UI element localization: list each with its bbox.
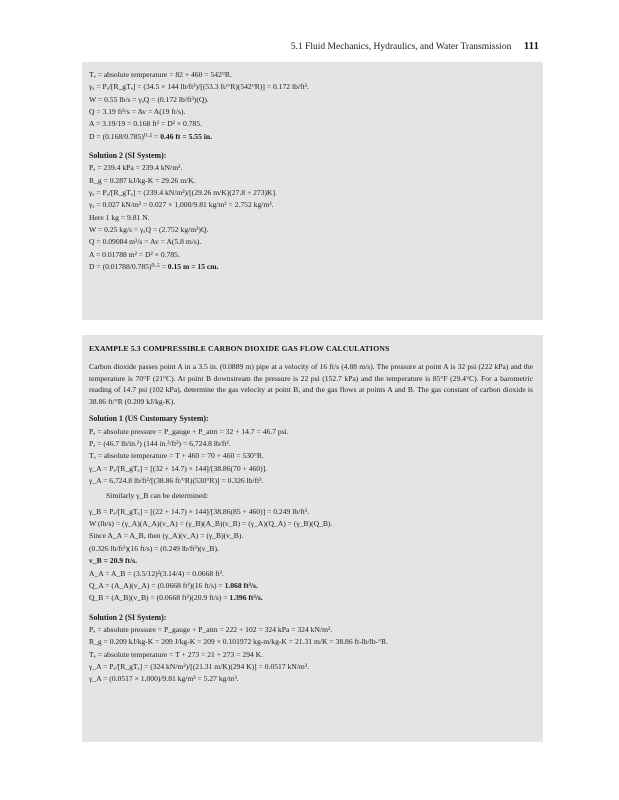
equation-text: D = (0.168/0.785)⁰·⁵ = — [89, 131, 161, 141]
equation-line: γₐ = Pₐ/[R_gTₐ] = (34.5 × 144 lb/ft²)/[(53.3 ft/°R)(542°R)] = 0.172 lb/ft³. — [89, 82, 309, 92]
solution-heading: Solution 2 (SI System): — [89, 612, 167, 622]
problem-statement: Carbon dioxide passes point A in a 3.5 in. (0.0889 m) pipe at a velocity of 16 ft/s (4.88 m/s). The pressure at point A is 32 psi (222 kPa) and the temperature is 70°F (21°C). At point B downstream the pressure is 22 psi (152.7 kPa) and the temperature is 85°F (29.4°C). For a barometric reading of 14.7 psi (102 kPa), determine the gas velocity at point B, and the gas flows at points A and B. The gas constant of carbon dioxide is 38.86 ft/°R (0.209 kJ/kg-K). — [89, 362, 533, 406]
equation-line: A_A = A_B = (3.5/12)²(3.14/4) = 0.0668 ft². — [89, 568, 224, 578]
equation-line: W = 0.25 kg/s = γₐQ = (2.752 kg/m³)Q. — [89, 225, 209, 235]
equation-line: Q = 3.19 ft³/s = Av = A(19 ft/s). — [89, 107, 186, 117]
equation-line: Tₐ = absolute temperature = T + 273 = 21 + 273 = 294 K. — [89, 649, 264, 659]
flow-b-line — [89, 592, 533, 604]
equation-text: D = (0.01788/0.785)⁰·⁵ = — [89, 262, 168, 272]
equation-line: γ_A = Pₐ/[R_gTₐ] = (324 kN/m²)/[(21.31 m/K)(294 K)] = 0.0517 kN/m³. — [89, 661, 310, 671]
result-value: 1.068 ft³/s. — [224, 580, 258, 590]
equation-line: A = 0.01788 m² = D² × 0.785. — [89, 249, 180, 259]
equation-line: W (lb/s) = (γ_A)(A_A)(v_A) = (γ_B)(A_B)(v_B) = (γ_A)(Q_A) = (γ_B)(Q_B). — [89, 519, 333, 529]
equation-text: Q_B = (A_B)(v_B) = (0.0668 ft²)(20.9 ft/s) = — [89, 593, 230, 603]
equation-line: W = 0.55 lb/s = γₐQ = (0.172 lb/ft³)(Q). — [89, 94, 209, 104]
result-value: 0.46 ft = 5.55 in. — [160, 131, 212, 141]
equation-line: γ_A = (0.0517 × 1,000)/9.81 kg/m³ = 5.27 kg/m³. — [89, 674, 239, 684]
section-title: 5.1 Fluid Mechanics, Hydraulics, and Water Transmission — [290, 42, 512, 52]
result-value: v_B = 20.9 ft/s. — [89, 556, 137, 566]
equation-line: Pₐ = absolute pressure = P_gauge + P_atm = 222 + 102 = 324 kPa = 324 kN/m². — [89, 624, 333, 634]
running-header — [80, 40, 539, 52]
solution-heading: Solution 2 (SI System): — [89, 151, 167, 161]
result-value: 0.15 m = 15 cm. — [167, 262, 219, 272]
equation-line: (0.326 lb/ft³)(16 ft/s) = (0.249 lb/ft³)(v_B). — [89, 543, 219, 553]
equation-line: Tₐ = absolute temperature = 82 + 460 = 542°R. — [89, 70, 232, 79]
result-value: 1.396 ft³/s. — [229, 593, 263, 603]
equation-line: Q = 0.09084 m³/s = Av = A(5.8 m/s). — [89, 237, 202, 247]
solution-heading: Solution 1 (US Customary System): — [89, 414, 209, 424]
equation-line: γ_B = Pₐ/[R_gTₐ] = [(22 + 14.7) × 144]/[38.86(85 + 460)] = 0.249 lb/ft³. — [89, 506, 310, 516]
example-title: EXAMPLE 5.3 COMPRESSIBLE CARBON DIOXIDE GAS FLOW CALCULATIONS — [89, 344, 390, 353]
equation-line: γₐ = Pₐ/[R_gTₐ] = (239.4 kN/m²)/[(29.26 m/K)(27.8 + 273)K]. — [89, 188, 277, 198]
example-box — [82, 335, 543, 742]
diameter-result-line — [89, 261, 533, 273]
page-number: 111 — [523, 40, 539, 52]
similarly-note: Similarly γ_B can be determined: — [106, 491, 209, 501]
equation-line: Tₐ = absolute temperature = T + 460 = 70 + 460 = 530°R. — [89, 451, 264, 461]
equation-line: A = 3.19/19 = 0.168 ft² = D² × 0.785. — [89, 119, 203, 129]
equation-line: Here 1 kg = 9.81 N. — [89, 212, 150, 222]
equation-line: Pₐ = (46.7 lb/in.²) (144 in.²/ft²) = 6,724.8 lb/ft². — [89, 439, 231, 449]
diameter-result-line — [89, 131, 533, 143]
solution-continuation-box — [82, 62, 543, 320]
equation-text: Q_A = (A_A)(v_A) = (0.0668 ft²)(16 ft/s) = — [89, 580, 225, 590]
flow-a-line — [89, 580, 533, 592]
equation-line: Pₐ = absolute pressure = P_gauge + P_atm = 32 + 14.7 = 46.7 psi. — [89, 426, 289, 436]
equation-line: Pₐ = 239.4 kPa = 239.4 kN/m². — [89, 163, 183, 173]
equation-line: Since A_A = A_B, then (γ_A)(v_A) = (γ_B)(v_B). — [89, 531, 244, 541]
equation-line: γ_A = 6,724.8 lb/ft²/[(38.86 ft/°R)(530°R)] = 0.326 lb/ft³. — [89, 476, 264, 486]
equation-line: R_g = 0.209 kJ/kg-K = 209 J/kg-K = 209 × 0.101972 kg-m/kg-K = 21.31 m/K = 38.86 ft-lb/lb-°R. — [89, 637, 389, 647]
equation-line: γ_A = Pₐ/[R_gTₐ] = [(32 + 14.7) × 144]/[38.86(70 + 460)]. — [89, 463, 268, 473]
velocity-result-line — [89, 555, 533, 567]
equation-line: γₐ = 0.027 kN/m³ = 0.027 × 1,000/9.81 kg/m³ = 2.752 kg/m³. — [89, 200, 274, 210]
equation-line: R_g = 0.287 kJ/kg-K = 29.26 m/K. — [89, 175, 196, 185]
